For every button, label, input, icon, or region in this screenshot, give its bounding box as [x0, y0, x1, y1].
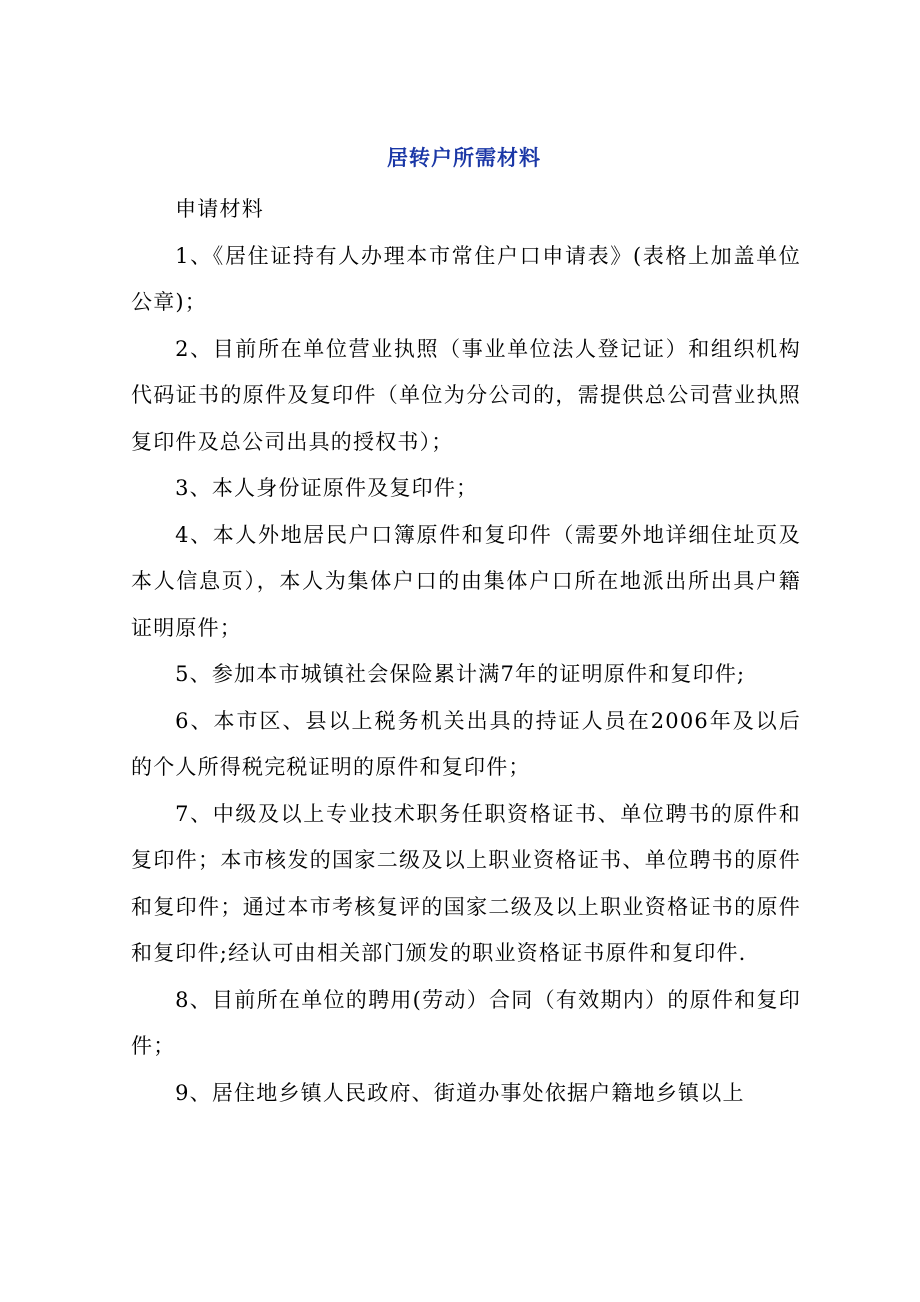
document-body [131, 186, 801, 1116]
paragraph-item-9: 9、居住地乡镇人民政府、街道办事处依据户籍地乡镇以上 [175, 1080, 745, 1105]
paragraph-item-7: 7、中级及以上专业技术职务任职资格证书、单位聘书的原件和复印件；本市核发的国家二级及以上职业资格证书、单位聘书的原件和复印件；通过本市考核复评的国家二级及以上职业资格证书的原件和复印件;经认可由相关部门颁发的职业资格证书原件和复印件. [131, 801, 801, 965]
paragraph-item-3: 3、本人身份证原件及复印件； [175, 476, 479, 500]
paragraph-item-2: 2、目前所在单位营业执照（事业单位法人登记证）和组织机构代码证书的原件及复印件（单位为分公司的，需提供总公司营业执照复印件及总公司出具的授权书）； [131, 336, 801, 454]
document-title: 居转户所需材料 [387, 146, 541, 170]
paragraph-item-8: 8、目前所在单位的聘用(劳动）合同（有效期内）的原件和复印件； [131, 987, 801, 1058]
paragraph-item-4: 4、本人外地居民户口簿原件和复印件（需要外地详细住址页及本人信息页），本人为集体户口的由集体户口所在地派出所出具户籍证明原件； [131, 522, 801, 640]
paragraph-item-5: 5、参加本市城镇社会保险累计满7年的证明原件和复印件; [175, 662, 746, 686]
paragraph-item-1: 1、《居住证持有人办理本市常住户口申请表》(表格上加盖单位公章)； [131, 243, 801, 314]
paragraph-heading: 申请材料 [175, 197, 264, 221]
paragraph-item-6: 6、本市区、县以上税务机关出具的持证人员在2006年及以后的个人所得税完税证明的原件和复印件； [131, 708, 801, 779]
